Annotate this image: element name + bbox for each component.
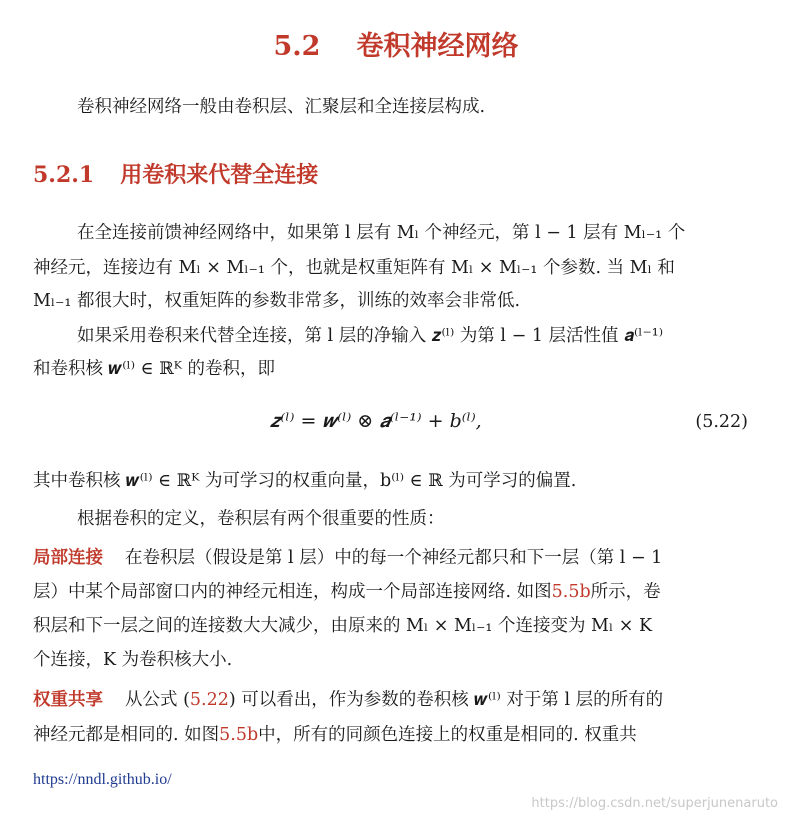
equation-number: (5.22) xyxy=(695,412,748,432)
chapter-title-text: 卷积神经网络 xyxy=(356,31,519,62)
shared-line1-a: 从公式 ( xyxy=(125,690,190,710)
section-title-text: 用卷积来代替全连接 xyxy=(120,162,319,188)
weight-sharing-line1 xyxy=(33,689,663,711)
local-connection-term: 局部连接 xyxy=(33,548,103,568)
section-number: 5.2.1 xyxy=(33,162,95,188)
chapter-title xyxy=(0,24,792,63)
local-line2-a: 层）中某个局部窗口内的神经元相连，构成一个局部连接网络. 如图 xyxy=(33,582,552,602)
para2-line2: 和卷积核 𝒘⁽ˡ⁾ ∈ ℝᴷ 的卷积，即 xyxy=(33,359,275,379)
para1-line2: 神经元，连接边有 Mₗ × Mₗ₋₁ 个，也就是权重矩阵有 Mₗ × Mₗ₋₁ 个参数. 当 Mₗ 和 xyxy=(33,258,675,278)
chapter-number: 5.2 xyxy=(273,31,321,62)
watermark: https://blog.csdn.net/superjunenaruto xyxy=(531,796,778,811)
shared-line1-b: ) 可以看出，作为参数的卷积核 𝒘⁽ˡ⁾ 对于第 l 层的所有的 xyxy=(228,690,664,710)
figure-ref-link-2[interactable]: 5.5b xyxy=(219,725,259,745)
shared-line2-a: 神经元都是相同的. 如图 xyxy=(33,725,220,745)
para1-line3: Mₗ₋₁ 都很大时，权重矩阵的参数非常多，训练的效率会非常低. xyxy=(33,291,521,311)
local-connection-line4: 个连接，K 为卷积核大小. xyxy=(33,650,233,670)
intro-paragraph: 卷积神经网络一般由卷积层、汇聚层和全连接层构成. xyxy=(77,97,486,117)
local-line1-text: 在卷积层（假设是第 l 层）中的每一个神经元都只和下一层（第 l − 1 xyxy=(125,548,663,568)
section-heading xyxy=(33,158,318,189)
weight-sharing-line2 xyxy=(33,724,637,746)
shared-line2-b: 中，所有的同颜色连接上的权重是相同的. 权重共 xyxy=(258,725,637,745)
local-line2-b: 所示，卷 xyxy=(590,582,661,602)
weight-sharing-term: 权重共享 xyxy=(33,690,103,710)
para4: 根据卷积的定义，卷积层有两个很重要的性质： xyxy=(77,509,445,529)
para3: 其中卷积核 𝒘⁽ˡ⁾ ∈ ℝᴷ 为可学习的权重向量，b⁽ˡ⁾ ∈ ℝ 为可学习的偏置. xyxy=(33,471,577,491)
local-connection-line2 xyxy=(33,581,661,603)
para1-line1: 在全连接前馈神经网络中，如果第 l 层有 Mₗ 个神经元，第 l − 1 层有 Mₗ₋₁ 个 xyxy=(77,223,686,243)
footer-url-link[interactable]: https://nndl.github.io/ xyxy=(33,771,172,788)
local-connection-line3: 积层和下一层之间的连接数大大减少，由原来的 Mₗ × Mₗ₋₁ 个连接变为 Mₗ × K xyxy=(33,616,653,636)
equation: 𝒛⁽ˡ⁾ = 𝒘⁽ˡ⁾ ⊗ 𝒂⁽ˡ⁻¹⁾ + b⁽ˡ⁾, xyxy=(270,410,482,432)
para2-line1: 如果采用卷积来代替全连接，第 l 层的净输入 𝒛⁽ˡ⁾ 为第 l − 1 层活性值 𝒂⁽ˡ⁻¹⁾ xyxy=(77,326,664,346)
local-connection-line1 xyxy=(33,547,662,569)
equation-ref-link[interactable]: 5.22 xyxy=(189,690,229,710)
figure-ref-link[interactable]: 5.5b xyxy=(551,582,591,602)
